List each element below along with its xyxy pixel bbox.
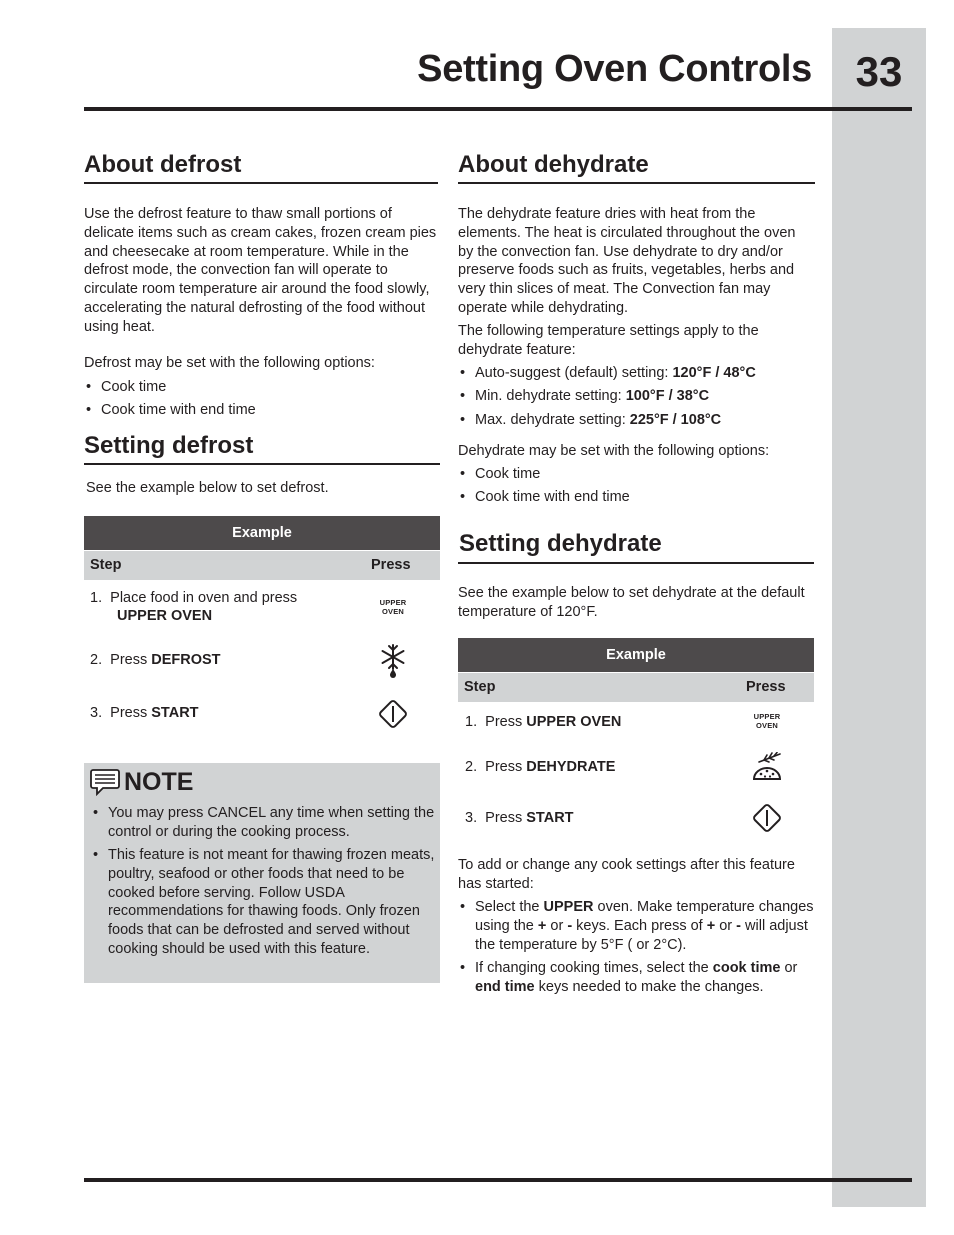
dehydrate-icon[interactable] [750, 752, 784, 782]
note-title: NOTE [124, 768, 194, 796]
table-row: 3. Press START [90, 705, 199, 721]
upper-oven-key-icon[interactable]: UPPER OVEN [753, 712, 781, 730]
about-dehydrate-heading: About dehydrate [458, 151, 649, 178]
example-table-title: Example [458, 638, 814, 672]
start-icon[interactable] [750, 801, 784, 835]
about-defrost-heading: About defrost [84, 151, 242, 178]
page-number: 33 [855, 48, 903, 95]
defrost-options-list [84, 378, 440, 425]
list-item: • Select the UPPER oven. Make temperature changes using the + or - keys. Each press of + or - will adjust the temperature by 5°F ( or 2°C). [458, 898, 814, 954]
dehydrate-temp-intro: The following temperature settings apply to the dehydrate feature: [458, 323, 759, 358]
start-icon[interactable] [376, 697, 410, 731]
page-sidebar-tab [832, 28, 926, 1207]
example-table-title: Example [84, 516, 440, 550]
setting-defrost-intro: See the example below to set defrost. [86, 480, 329, 496]
list-item: • Auto-suggest (default) setting: 120°F / 48°C [458, 364, 814, 383]
list-item: • Min. dehydrate setting: 100°F / 38°C [458, 387, 814, 406]
list-item: • This feature is not meant for thawing frozen meats, poultry, seafood or other foods that need to be cooked before serving. Follow USDA recommendations for thawing foods. Only frozen foods that can be defrosted and served without cooking should be used with this feature. [91, 846, 435, 959]
section-rule [458, 562, 814, 564]
list-item: • Cook time with end time [84, 401, 440, 420]
footer-rule [84, 1178, 912, 1182]
about-defrost-paragraph: Use the defrost feature to thaw small portions of delicate items such as cream cakes, frozen cream pies and cheesecake at room temperature. While in the defrost mode, the convection fan will operate to circulate room temperature air around the food slowly, accelerating the natural defrosting of the food without using heat. [84, 206, 437, 335]
dehydrate-options-intro: Dehydrate may be set with the following options: [458, 443, 770, 459]
table-row: 2. Press DEFROST [90, 652, 221, 668]
table-row: 1. Press UPPER OVEN [465, 714, 622, 730]
example-table-header [84, 551, 440, 580]
list-item: • Cook time with end time [458, 488, 814, 507]
section-rule [84, 463, 440, 465]
list-item: • Cook time [458, 465, 814, 484]
dehydrate-temp-list [458, 364, 814, 434]
list-item: • Max. dehydrate setting: 225°F / 108°C [458, 411, 814, 430]
example-table-header [458, 673, 814, 702]
page-title: Setting Oven Controls [417, 48, 812, 90]
note-icon [89, 768, 121, 796]
list-item: • Cook time [84, 378, 440, 397]
defrost-options-intro: Defrost may be set with the following options: [84, 355, 375, 371]
list-item: • If changing cooking times, select the cook time or end time keys needed to make the changes. [458, 959, 814, 997]
table-row: 2. Press DEHYDRATE [465, 759, 616, 775]
table-row: 3. Press START [465, 810, 574, 826]
setting-dehydrate-intro: See the example below to set dehydrate at the default temperature of 120°F. [458, 585, 805, 620]
note-list [91, 804, 435, 963]
press-column-header: Press [746, 679, 786, 695]
list-item: • You may press CANCEL any time when setting the control or during the cooking process. [91, 804, 435, 842]
press-column-header: Press [371, 557, 411, 573]
change-settings-intro: To add or change any cook settings after this feature has started: [458, 857, 795, 892]
setting-defrost-heading: Setting defrost [84, 432, 254, 459]
header-rule [84, 107, 912, 111]
dehydrate-options-list [458, 465, 814, 512]
step-column-header: Step [464, 679, 496, 695]
change-settings-list [458, 898, 814, 1001]
about-dehydrate-paragraph: The dehydrate feature dries with heat from the elements. The heat is circulated throughout the oven by the convection fan. Use dehydrate to dry and/or preserve foods such as fruits, vegetables, herbs and very thin slices of meat. The Convection fan may operate while dehydrating. [458, 206, 796, 316]
defrost-icon[interactable] [376, 642, 410, 678]
step-column-header: Step [90, 557, 122, 573]
section-rule [458, 182, 815, 184]
table-row: 1. Place food in oven and press UPPER OVEN [90, 590, 298, 624]
section-rule [84, 182, 438, 184]
setting-dehydrate-heading: Setting dehydrate [459, 530, 662, 557]
upper-oven-key-icon[interactable]: UPPER OVEN [379, 598, 407, 616]
